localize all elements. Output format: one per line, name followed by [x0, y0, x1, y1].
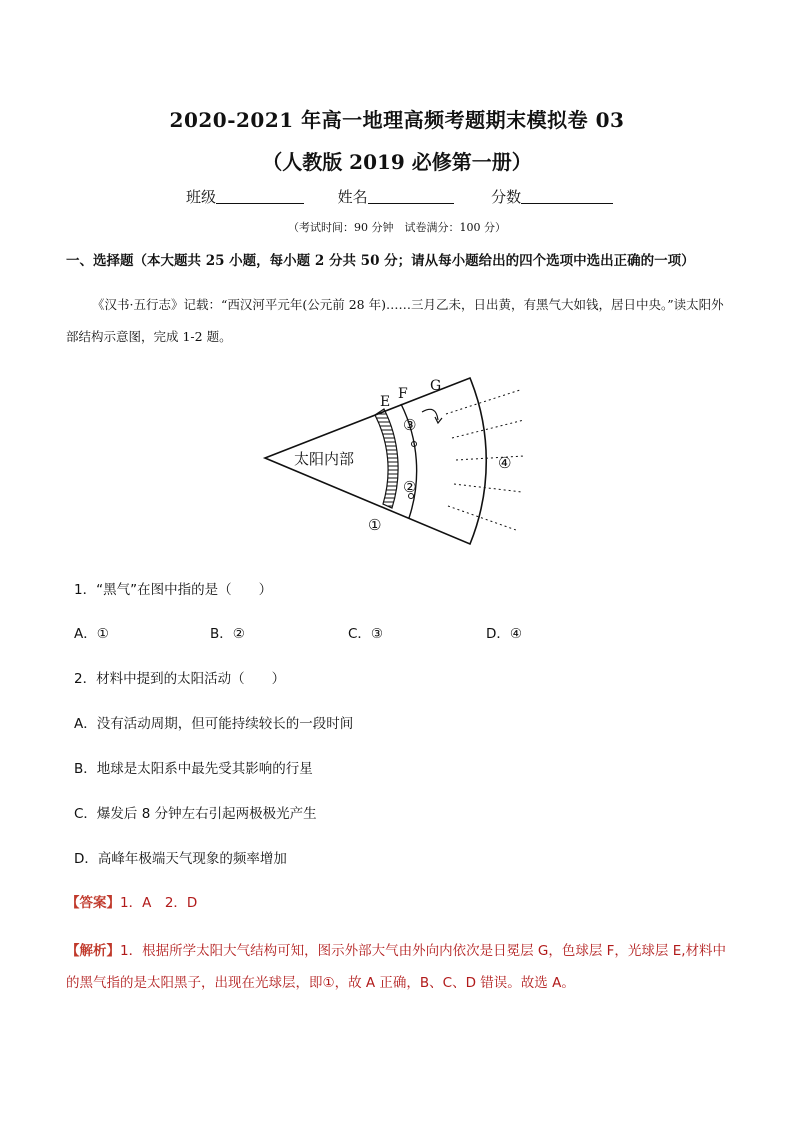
- photosphere-band: [375, 409, 398, 508]
- name-label: 姓名: [337, 188, 368, 206]
- q2-option-a[interactable]: A．没有活动周期，但可能持续较长的一段时间: [74, 716, 354, 732]
- marker-1: ①: [368, 516, 382, 534]
- q1-option-c[interactable]: C．③: [348, 626, 384, 642]
- sun-structure-figure: [258, 368, 528, 548]
- question-2-stem: 2．材料中提到的太阳活动（ ）: [74, 671, 286, 687]
- question-1-stem: 1．“黑气”在图中指的是（ ）: [74, 582, 273, 598]
- arrow-head: [435, 417, 442, 423]
- exam-title: 2020-2021 年高一地理高频考题期末模拟卷 03: [169, 108, 625, 132]
- layer-e-label: E: [380, 394, 391, 410]
- q2-option-d[interactable]: D．高峰年极端天气现象的频率增加: [74, 851, 287, 867]
- q1-option-d[interactable]: D．④: [486, 626, 522, 642]
- student-info-line: [186, 186, 613, 207]
- exam-subtitle: （人教版 2019 必修第一册）: [262, 150, 532, 174]
- class-blank[interactable]: [216, 189, 304, 204]
- exam-note: （考试时间：90 分钟 试卷满分：100 分）: [288, 221, 506, 234]
- answer-label: 【答案】: [66, 895, 120, 911]
- layer-f-label: F: [398, 386, 408, 402]
- material-text: 《汉书·五行志》记载：“西汉河平元年(公元前 28 年)……三月乙未，日出黄，有黑气大如钱，居日中央。”读太阳外部结构示意图，完成 1-2 题。: [66, 297, 724, 344]
- q1-option-b[interactable]: B．②: [210, 626, 245, 642]
- layer-g-label: G: [430, 378, 442, 394]
- analysis-label: 【解析】: [66, 943, 120, 959]
- analysis-block: [66, 935, 731, 999]
- analysis-text: 1．根据所学太阳大气结构可知，图示外部大气由外向内依次是日冕层 G，色球层 F，光球层 E,材料中的黑气指的是太阳黑子，出现在光球层，即①，故 A 正确，B、C、D 错误。故选 A。: [66, 943, 727, 991]
- section-heading: 一、选择题（本大题共 25 小题，每小题 2 分共 50 分；请从每小题给出的四个选项中选出正确的一项）: [66, 253, 695, 269]
- answer-line: [66, 891, 197, 911]
- corona-dotted-lines: [446, 390, 524, 530]
- marker-4: ④: [498, 454, 512, 472]
- q1-option-a[interactable]: A．①: [74, 626, 109, 642]
- q2-option-c[interactable]: C．爆发后 8 分钟左右引起两极极光产生: [74, 806, 317, 822]
- answer-text: 1．A 2．D: [120, 895, 198, 911]
- marker-3: ③: [403, 416, 417, 434]
- sun-interior-label: 太阳内部: [294, 450, 355, 468]
- score-label: 分数: [491, 188, 522, 206]
- marker-2: ②: [403, 478, 417, 496]
- q2-option-b[interactable]: B．地球是太阳系中最先受其影响的行星: [74, 761, 313, 777]
- name-blank[interactable]: [368, 189, 454, 204]
- score-blank[interactable]: [521, 189, 613, 204]
- class-label: 班级: [186, 188, 217, 206]
